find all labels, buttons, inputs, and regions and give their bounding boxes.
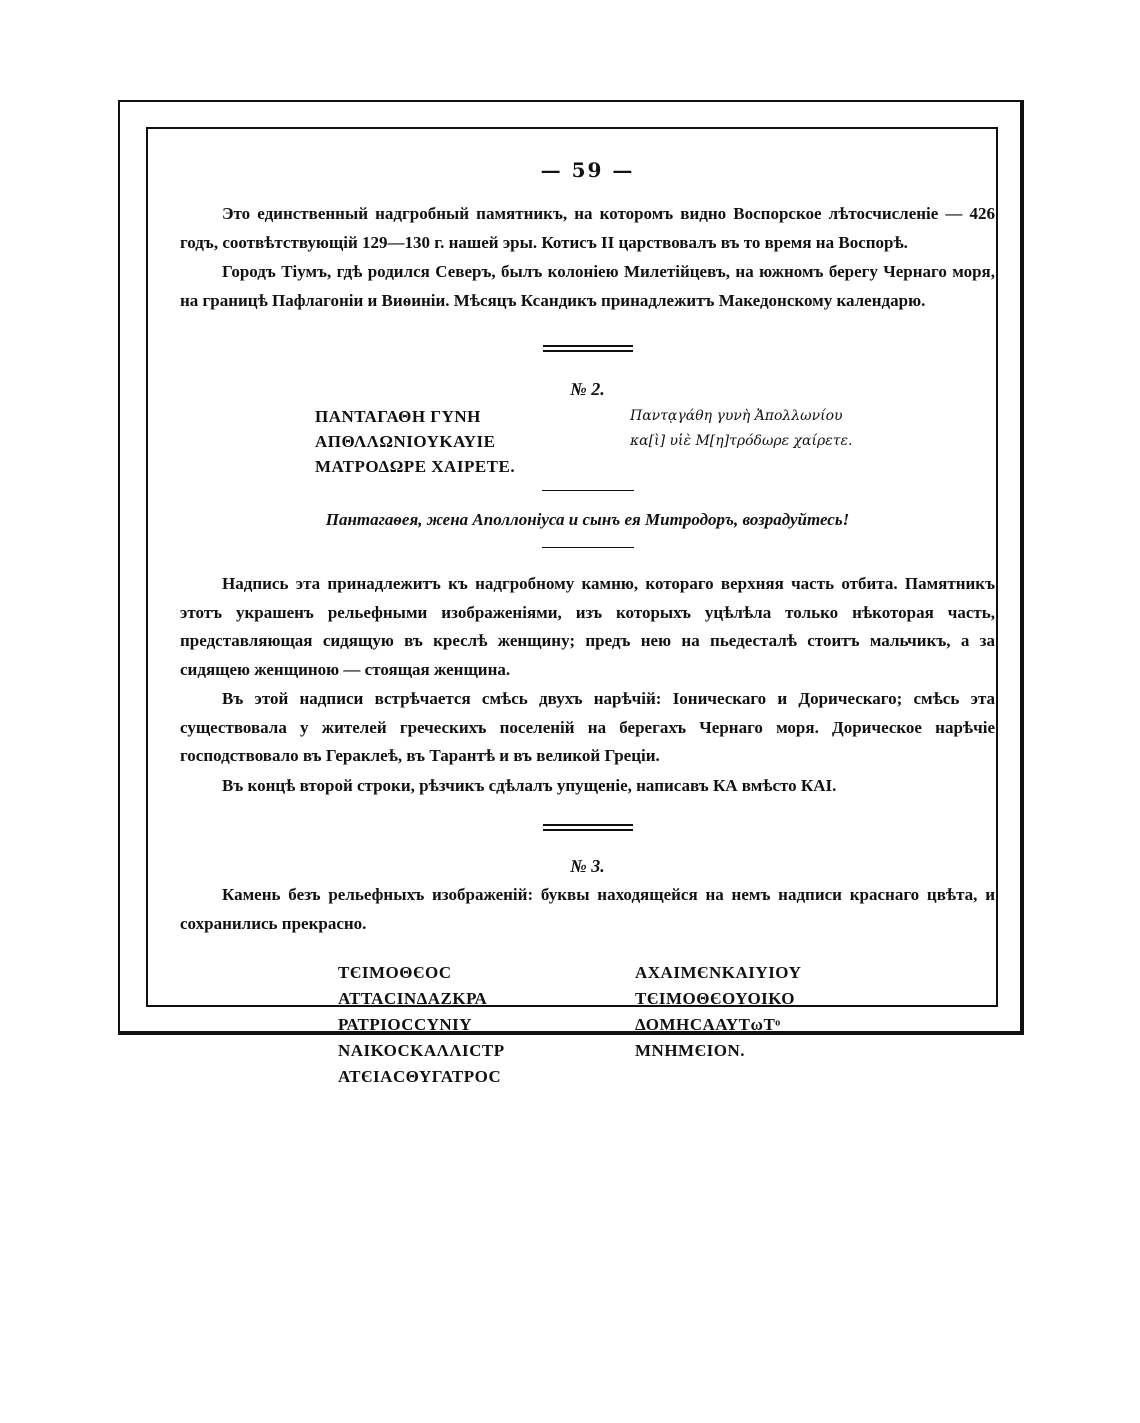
section-2-paragraph-2: Въ этой надписи встрѣчается смѣсь двухъ нарѣчій: Іоническаго и Дорическаго; смѣсь эта существовала у жителей греческихъ поселеній на берегахъ Чернаго моря. Дорическое нарѣчіе господствовало въ Гераклеѣ, въ Тарантѣ и въ великой Греціи. [180,689,995,765]
inscription-line: ΡΑΤΡΙΟϹϹΥΝΙΥ [338,1015,473,1034]
greek-minuscule-line: Παντᾳγάθη γυνὴ Ἀπολλωνίου [630,408,843,424]
section-2-heading: № 2. [570,379,605,399]
inscription-line: ΤЄΙΜΟΘЄΟϹ [338,963,452,982]
greek-minuscule-transcription [630,404,852,454]
section-3-inscription [180,960,995,1095]
section-divider [543,824,633,831]
inscription-line: ΑΤΤΑϹΙΝΔΑΖΚΡΑ [338,989,488,1008]
greek-capital-line: ΑΠΘΛΛΩΝΙΟΥΚΑΥΙΕ [315,432,496,451]
inscription-line: ΔΟΜΗϹΑΑΥΤωΤᵒ [635,1015,781,1034]
inscription-line: ΜΝΗΜЄΙΟΝ. [635,1041,745,1060]
intro-paragraph-2: Городъ Тіумъ, гдѣ родился Северъ, былъ колоніею Милетійцевъ, на южномъ берегу Чернаго моря, на границѣ Пафлагоніи и Виѳиніи. Мѣсяцъ Ксандикъ принадлежитъ Македонскому календарю. [180,262,995,310]
greek-capital-line: ΜΑΤΡΟΔΩΡΕ ΧΑΙΡΕΤΕ. [315,457,516,476]
page-content [180,150,995,1095]
section-2-paragraph-3: Въ концѣ второй строки, рѣзчикъ сдѣлалъ упущеніе, написавъ КА вмѣсто КАІ. [222,775,837,795]
inscription-line: ΤЄΙΜΟΘЄΟΥΟΙΚΟ [635,989,796,1008]
page-number: — 59 — [540,158,635,182]
section-divider [543,345,633,352]
section-2-paragraph-1: Надпись эта принадлежитъ къ надгробному камню, котораго верхняя часть отбита. Памятникъ этотъ украшенъ рельефными изображеніями, изъ которыхъ уцѣлѣла только нѣкоторая часть, представляющая сидящую въ креслѣ женщину; предъ нею на пьедесталѣ стоитъ мальчикъ, а за сидящею женщиною — стоящая женщина. [180,574,995,679]
inscription-left-column [338,960,505,1090]
greek-capital-inscription [315,404,515,479]
inscription-line: ΑΧΑΙΜЄΝΚΑΙΥΙΟΥ [635,963,802,982]
section-2-inscription [180,404,995,482]
inscription-right-column [635,960,801,1064]
section-2-translation: Пантагаѳея, жена Аполлоніуса и сынъ ея Митродоръ, возрадуйтесь! [325,510,850,529]
intro-paragraph-1: Это единственный надгробный памятникъ, на которомъ видно Воспорское лѣтосчисленіе — 426 годъ, соотвѣтствующій 129—130 г. нашей эры. Котисъ II царствовалъ въ то время на Воспорѣ. [180,204,995,252]
greek-capital-line: ПΑΝΤΑΓΑΘΗ ΓΥΝΗ [315,407,481,426]
greek-minuscule-line: κα[ὶ] υἱὲ Μ[η]τρόδωρε χαίρετε. [630,433,853,449]
inscription-line: ΑΤЄΙΑϹΘΥΓΑΤΡΟϹ [338,1067,502,1086]
section-3-heading: № 3. [570,856,605,876]
section-3-paragraph: Камень безъ рельефныхъ изображеній: буквы находящейся на немъ надписи краснаго цвѣта, и сохранились прекрасно. [180,885,995,933]
inscription-line: ΝΑΙΚΟϹΚΑΛΛΙϹΤΡ [338,1041,505,1060]
